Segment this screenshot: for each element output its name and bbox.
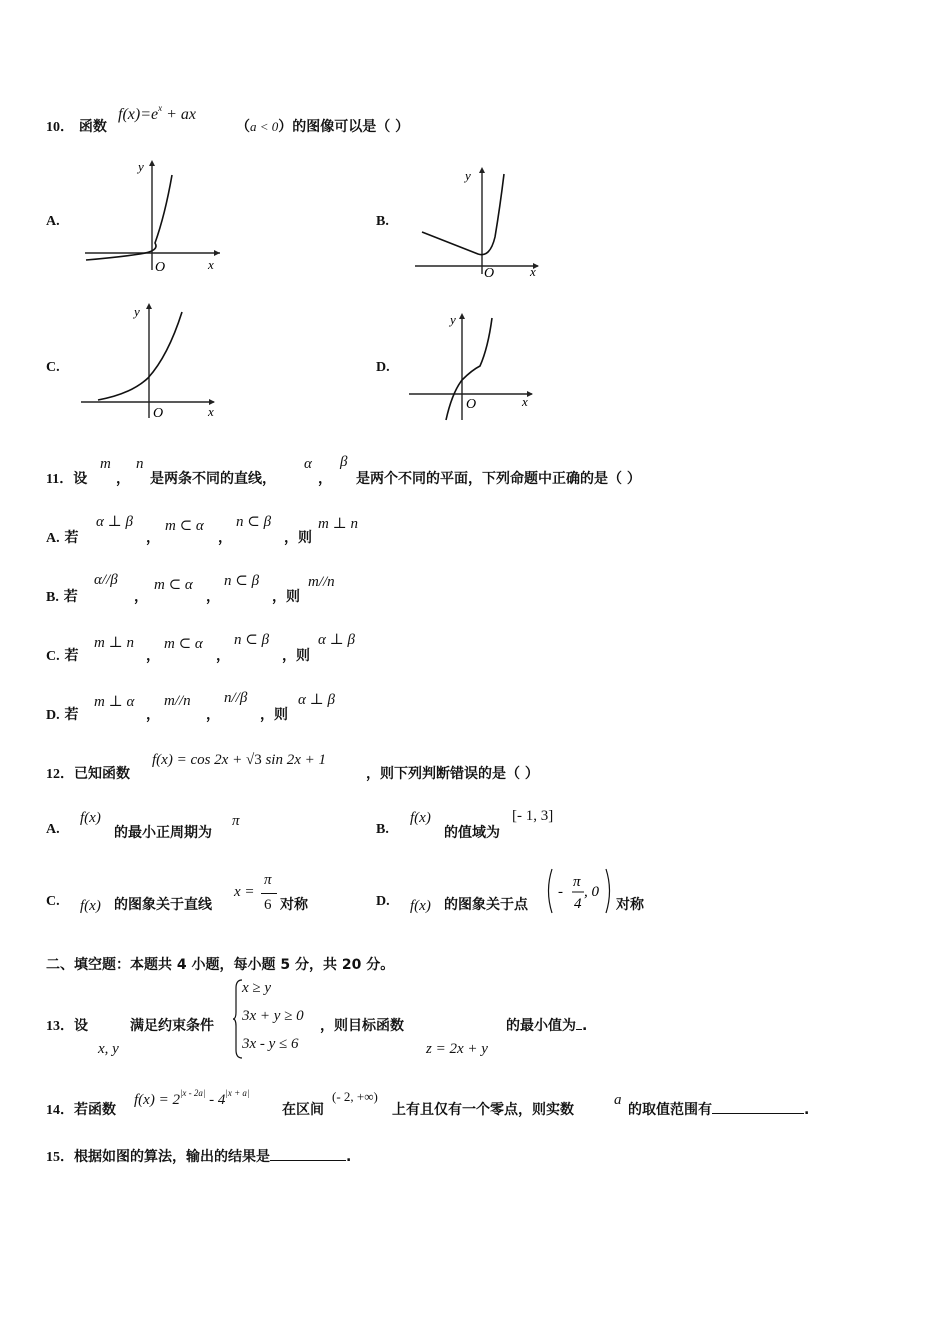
q13-constraint-2: 3x + y ≥ 0 [242,1008,304,1024]
option-cond-3: n//β [224,690,248,706]
option-comma: ， [146,530,160,546]
curve [86,175,172,260]
q13-end: . [582,1018,588,1034]
curve [98,312,182,400]
q10-formula [118,103,196,124]
q11-var-m: m [100,456,111,472]
axis-label-y: y [450,312,456,327]
origin-label: O [155,260,166,275]
q15-end: . [346,1149,352,1165]
option-comma: ， [284,530,298,546]
q10-condition [236,116,409,136]
section-2-title: 二、填空题：本题共 4 小题，每小题 5 分，共 20 分。 [46,957,395,973]
q15-line [46,1146,351,1166]
q14-var-a: a [614,1092,622,1108]
answer-blank[interactable] [712,1101,804,1114]
q14-text-4 [628,1099,809,1119]
q12-option-d-end: 对称 [616,897,644,913]
option-comma: ， [218,530,232,546]
q13-text-4 [506,1015,587,1035]
q12-option-d-label: D. [376,894,390,909]
axis-label-x: x [208,404,214,419]
option-comma: ， [272,589,286,605]
paren-close: ） [278,119,293,135]
q12-option-c-text: 的图象关于直线 [114,897,212,913]
q10-formula-exp: x [158,103,163,113]
q13-text-3: ，则目标函数 [320,1018,404,1034]
q13-text-1: 设 [74,1018,88,1034]
q10-graph-c [76,298,221,420]
q12-option-d-minus: - [558,884,563,900]
q10-cond-text: a < 0 [250,119,279,134]
origin-label: O [153,406,164,420]
q14-line [46,1099,116,1119]
option-ruo: 若 [64,530,79,546]
option-result: α ⊥ β [298,692,335,708]
q14-end: . [804,1102,810,1118]
q14-formula-a: f(x) = 2 [134,1092,180,1108]
q12-option-a-text: 的最小正周期为 [114,825,212,841]
option-comma: ， [146,648,160,664]
option-ze: 则 [286,589,300,605]
axis-label-y: y [138,159,144,174]
curve [422,174,504,255]
axis-label-y: y [134,304,140,319]
option-result: m//n [308,574,335,590]
option-comma: ， [206,707,220,723]
q12-formula [152,752,326,769]
q12-option-b-text: 的值域为 [444,825,500,841]
option-ruo: 若 [64,707,79,723]
option-cond-1: α//β [94,572,118,588]
paren-right-icon [606,869,610,913]
q10-option-c-label: C. [46,360,60,375]
option-ze: 则 [274,707,288,723]
q11-var-n: n [136,456,144,472]
option-ruo: 若 [63,589,78,605]
option-cond-2: m ⊂ α [154,577,193,593]
y-axis-arrow-icon [459,313,465,319]
q10-number: 10． [46,120,74,135]
option-cond-1: m ⊥ n [94,635,134,651]
option-cond-1: m ⊥ α [94,694,135,710]
origin-label: O [466,397,477,412]
answer-blank[interactable] [270,1148,346,1161]
q10-formula-lhs: f(x)=e [118,106,159,123]
y-axis-arrow-icon [479,167,485,173]
q15-text: 根据如图的算法，输出的结果是 [74,1149,270,1165]
q14-number: 14． [46,1103,74,1118]
q15-number: 15． [46,1150,74,1165]
q12-option-a-value: π [232,813,240,829]
q11-comma-1: ， [116,471,130,487]
x-axis-arrow-icon [214,250,220,256]
q10-graph-d [404,308,539,426]
option-label: C. [46,649,60,664]
q11-text-2: 是两条不同的直线， [150,471,276,487]
q12-formula-a: f(x) = cos 2x + [152,752,246,768]
q10-option-d-label: D. [376,360,390,375]
option-comma: ， [260,707,274,723]
axis-label-x: x [522,394,528,409]
q12-option-c-numerator: π [264,872,272,888]
q14-formula-b: - 4 [205,1092,226,1108]
option-label: B. [46,590,59,605]
q12-line [46,763,130,783]
q12-option-c-label: C. [46,894,60,909]
option-comma: ， [134,589,148,605]
q14-formula [134,1088,249,1109]
q14-text-1: 若函数 [74,1102,116,1118]
axis-label-x: x [208,257,214,272]
q12-formula-c: sin 2x + 1 [261,752,326,768]
q11-text-3: 是两个不同的平面，下列命题中正确的是（ ） [356,471,641,487]
q12-option-d-denominator: 4 [574,896,582,912]
y-axis-arrow-icon [149,160,155,166]
q14-text-2: 在区间 [282,1102,324,1118]
q11-var-alpha: α [304,456,312,472]
q13-objective: z = 2x + y [426,1041,488,1057]
option-comma: ， [206,589,220,605]
option-cond-3: n ⊂ β [234,632,270,648]
option-comma: ， [146,707,160,723]
q12-option-b-label: B. [376,822,389,837]
option-cond-3: n ⊂ β [236,514,272,530]
option-label: A. [46,531,60,546]
q12-formula-sqrt: √3 [245,752,262,768]
paren-left-icon [549,869,553,913]
q12-option-c-fx: f(x) [80,898,101,914]
q14-exponent-2: |x + a| [225,1088,250,1098]
q13-constraint-1: x ≥ y [242,980,272,996]
q10-graph-a [80,155,225,275]
q12-option-d-text: 的图象关于点 [444,897,528,913]
q12-option-b-value: [- 1, 3] [512,808,554,824]
axis-label-y: y [465,168,471,183]
q11-text-1: 设 [73,471,88,487]
q10-line [46,116,107,136]
q12-option-d-fx: f(x) [410,898,431,914]
q12-prefix: 已知函数 [74,766,130,782]
q13-line [46,1015,88,1035]
option-cond-1: α ⊥ β [96,514,133,530]
paren-open: （ [236,119,250,135]
option-ruo: 若 [64,648,79,664]
origin-label: O [484,266,495,280]
option-cond-2: m ⊂ α [165,518,204,534]
q14-interval: (- 2, +∞) [332,1089,378,1104]
q12-option-c-denominator: 6 [264,897,272,913]
fraction-bar [261,893,277,894]
option-cond-2: m ⊂ α [164,636,203,652]
option-result: α ⊥ β [318,632,355,648]
q14-exponent-1: |x - 2a| [179,1088,206,1098]
q13-text-4-label: 的最小值为 [506,1018,576,1034]
q12-suffix: ，则下列判断错误的是（ ） [366,766,539,782]
axis-label-x: x [530,264,536,279]
option-result: m ⊥ n [318,516,358,532]
q12-option-d-point [544,866,616,916]
q10-suffix: 的图像可以是（ ） [292,119,410,135]
q12-option-c-end: 对称 [280,897,308,913]
q12-option-c-lhs: x = [234,884,255,900]
y-axis-arrow-icon [146,303,152,309]
option-ze: 则 [296,648,310,664]
q10-option-b-label: B. [376,214,389,229]
x-axis-arrow-icon [527,391,533,397]
q12-number: 12． [46,767,74,782]
q10-graph-b [410,162,545,280]
q13-text-2: 满足约束条件 [130,1018,214,1034]
q11-number: 11． [46,472,74,487]
q12-option-d-tail: , 0 [584,884,599,900]
q12-option-b-fx: f(x) [410,810,431,826]
q10-formula-rhs: + ax [162,106,197,123]
option-comma: ， [282,648,296,664]
q12-option-a-label: A. [46,822,60,837]
q11-comma-2: ， [318,471,332,487]
q11-var-beta: β [340,454,348,470]
q13-number: 13． [46,1019,74,1034]
option-cond-2: m//n [164,693,191,709]
q14-text-3: 上有且仅有一个零点，则实数 [392,1102,574,1118]
option-cond-3: n ⊂ β [224,573,260,589]
option-ze: 则 [298,530,312,546]
q10-option-a-label: A. [46,214,60,229]
q14-text-4-label: 的取值范围有 [628,1102,712,1118]
q12-option-a-fx: f(x) [80,810,101,826]
option-comma: ， [216,648,230,664]
q11-line [46,468,87,488]
q13-vars: x, y [98,1041,119,1057]
option-label: D. [46,708,60,723]
q12-option-d-numerator: π [573,874,581,890]
q13-constraint-3: 3x - y ≤ 6 [242,1036,299,1052]
q10-prefix: 函数 [78,119,107,135]
